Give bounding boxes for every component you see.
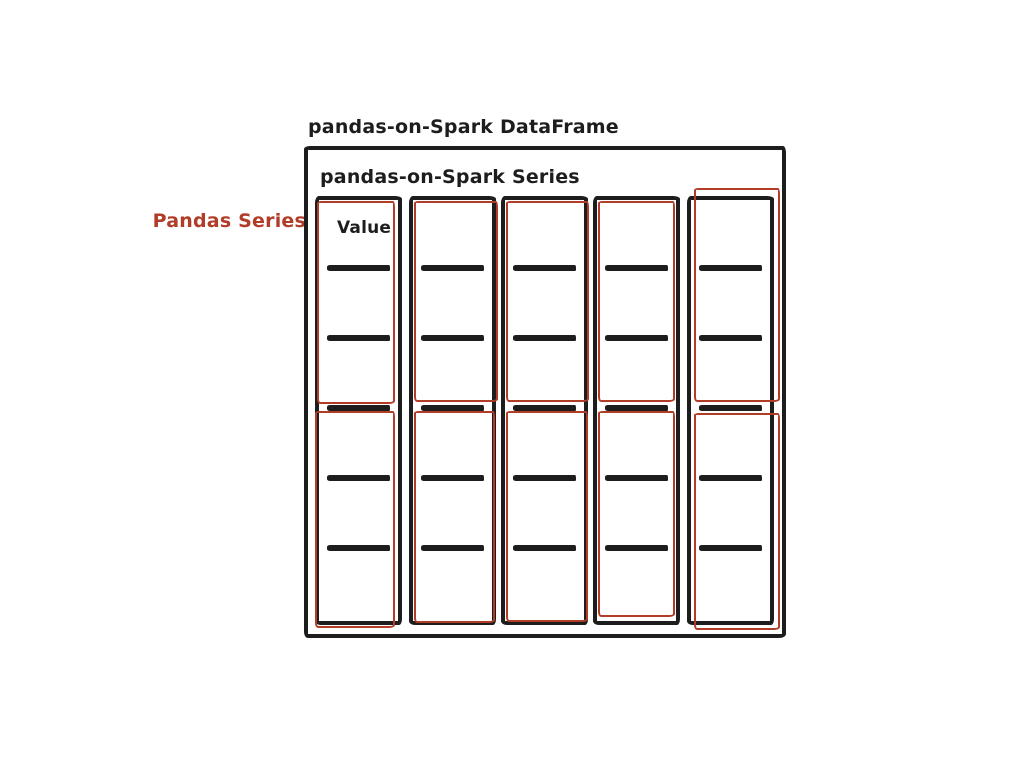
data-row-dash [421, 475, 484, 481]
series-column-5 [687, 196, 774, 625]
pandas-partition-bottom [315, 411, 395, 628]
data-row-dash [605, 475, 668, 481]
data-row-dash [421, 545, 484, 551]
data-row-dash [513, 405, 576, 411]
dataframe-box [304, 146, 786, 638]
data-row-dash [421, 265, 484, 271]
data-row-dash [699, 265, 762, 271]
data-row-dash [513, 545, 576, 551]
data-row-dash [605, 545, 668, 551]
series-column-1 [315, 196, 402, 625]
pandas-series-label: Pandas Series [152, 210, 306, 232]
data-row-dash [327, 335, 390, 341]
data-row-dash [327, 545, 390, 551]
data-row-dash [327, 475, 390, 481]
data-row-dash [699, 545, 762, 551]
data-row-dash [699, 335, 762, 341]
data-row-dash [699, 475, 762, 481]
data-row-dash [421, 335, 484, 341]
pandas-partition-bottom [598, 411, 675, 617]
data-row-dash [327, 265, 390, 271]
data-row-dash [513, 475, 576, 481]
dataframe-title: pandas-on-Spark DataFrame [308, 116, 619, 138]
series-column-3 [501, 196, 588, 625]
data-row-dash [421, 405, 484, 411]
data-row-dash [513, 265, 576, 271]
pandas-partition-bottom [506, 411, 588, 622]
series-column-4 [593, 196, 680, 625]
pandas-partition-top [414, 201, 498, 402]
pandas-partition-bottom [414, 411, 495, 623]
data-row-dash [327, 405, 390, 411]
data-row-dash [513, 335, 576, 341]
pandas-on-spark-series-label: pandas-on-Spark Series [320, 166, 580, 188]
pandas-partition-bottom [694, 413, 780, 630]
data-row-dash [605, 405, 668, 411]
column-header-value: Value [337, 218, 392, 238]
pandas-partition-top [694, 188, 780, 402]
data-row-dash [699, 405, 762, 411]
data-row-dash [605, 265, 668, 271]
pandas-partition-top [598, 201, 675, 402]
data-row-dash [605, 335, 668, 341]
series-column-2 [409, 196, 496, 625]
pandas-partition-top [506, 201, 589, 402]
